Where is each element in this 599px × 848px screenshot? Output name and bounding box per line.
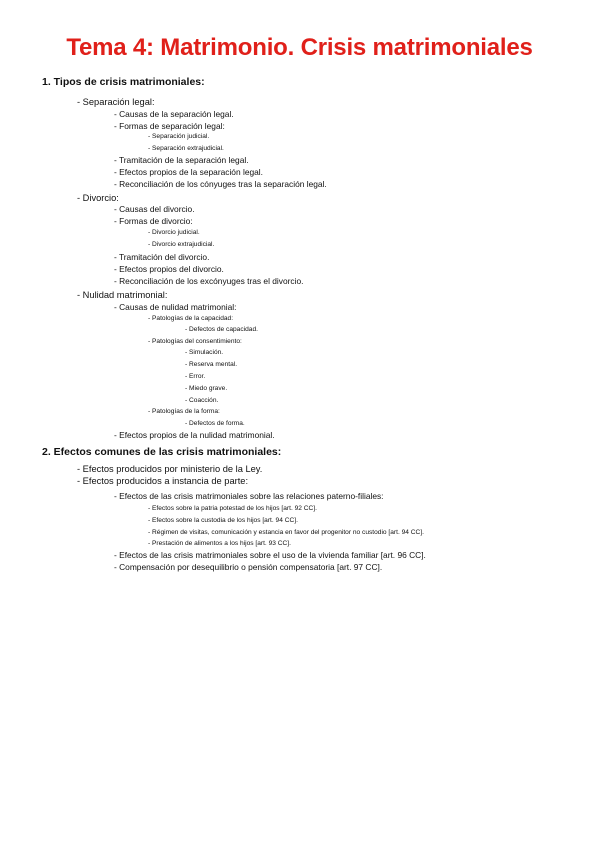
outline-subsubitem: - Patologías del consentimiento: xyxy=(148,338,242,345)
page-title: Tema 4: Matrimonio. Crisis matrimoniales xyxy=(66,34,533,61)
outline-subsubitem: - Divorcio extrajudicial. xyxy=(148,241,215,248)
outline-subitem: - Efectos propios del divorcio. xyxy=(114,264,224,274)
outline-item: - Efectos producidos por ministerio de la Ley. xyxy=(77,464,263,474)
outline-subsubitem: - Patologías de la forma: xyxy=(148,408,220,415)
outline-subitem: - Tramitación del divorcio. xyxy=(114,252,210,262)
outline-detail-item: - Simulación. xyxy=(185,349,224,356)
outline-subitem: - Reconciliación de los excónyuges tras el divorcio. xyxy=(114,276,304,286)
outline-detail-item: - Error. xyxy=(185,373,206,380)
outline-item: - Nulidad matrimonial: xyxy=(77,290,168,300)
outline-item: - Divorcio: xyxy=(77,193,119,203)
outline-subsubitem: - Separación judicial. xyxy=(148,133,210,140)
outline-subitem: - Efectos propios de la separación legal. xyxy=(114,167,263,177)
outline-subsubitem: - Efectos sobre la patria potestad de los hijos [art. 92 CC]. xyxy=(148,505,317,512)
outline-detail-item: - Defectos de capacidad. xyxy=(185,326,258,333)
outline-subitem: - Causas de la separación legal. xyxy=(114,109,234,119)
outline-item: - Efectos producidos a instancia de parte: xyxy=(77,476,249,486)
outline-detail-item: - Defectos de forma. xyxy=(185,420,245,427)
outline-subitem: - Formas de separación legal: xyxy=(114,121,225,131)
section-heading: 2. Efectos comunes de las crisis matrimoniales: xyxy=(42,446,282,458)
outline-subitem: - Efectos de las crisis matrimoniales sobre el uso de la vivienda familiar [art. 96 CC]. xyxy=(114,550,426,560)
outline-subitem: - Causas de nulidad matrimonial: xyxy=(114,302,237,312)
outline-subsubitem: - Efectos sobre la custodia de los hijos [art. 94 CC]. xyxy=(148,517,298,524)
outline-subitem: - Formas de divorcio: xyxy=(114,216,193,226)
section-heading: 1. Tipos de crisis matrimoniales: xyxy=(42,76,205,88)
outline-subsubitem: - Prestación de alimentos a los hijos [art. 93 CC]. xyxy=(148,540,291,547)
outline-detail-item: - Reserva mental. xyxy=(185,361,238,368)
outline-detail-item: - Miedo grave. xyxy=(185,385,228,392)
outline-subsubitem: - Régimen de visitas, comunicación y estancia en favor del progenitor no custodio [art. 94 CC]. xyxy=(148,529,424,536)
outline-item: - Separación legal: xyxy=(77,97,155,107)
outline-subitem: - Compensación por desequilibrio o pensión compensatoria [art. 97 CC]. xyxy=(114,562,383,572)
outline-subsubitem: - Separación extrajudicial. xyxy=(148,145,224,152)
outline-subitem: - Efectos propios de la nulidad matrimonial. xyxy=(114,430,275,440)
outline-subitem: - Efectos de las crisis matrimoniales sobre las relaciones paterno-filiales: xyxy=(114,491,384,501)
outline-subitem: - Reconciliación de los cónyuges tras la separación legal. xyxy=(114,179,327,189)
outline-subsubitem: - Patologías de la capacidad: xyxy=(148,315,234,322)
outline-detail-item: - Coacción. xyxy=(185,397,219,404)
outline-subitem: - Causas del divorcio. xyxy=(114,204,195,214)
outline-subsubitem: - Divorcio judicial. xyxy=(148,229,200,236)
outline-subitem: - Tramitación de la separación legal. xyxy=(114,155,249,165)
